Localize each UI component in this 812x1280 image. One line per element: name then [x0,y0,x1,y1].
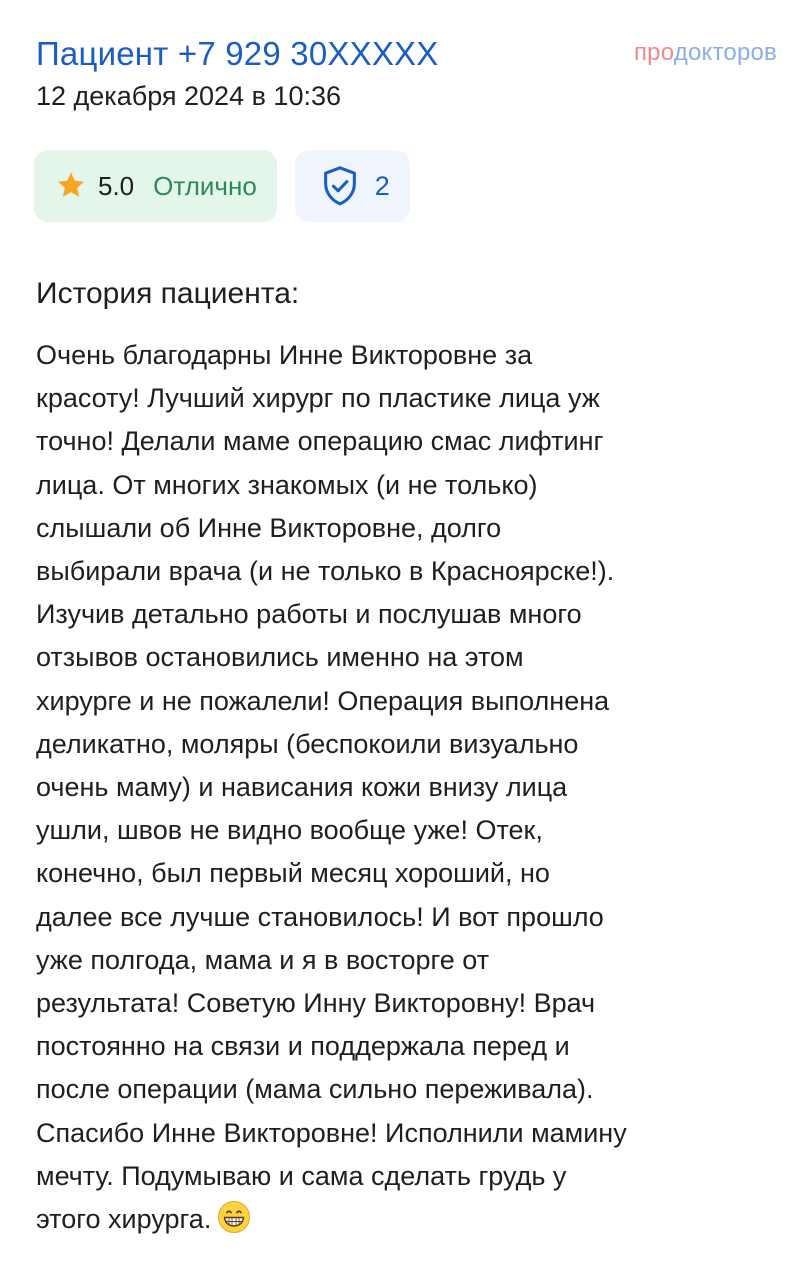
verified-count: 2 [374,170,390,201]
brand-logo [634,38,777,68]
review-date: 12 декабря 2024 в 10:36 [36,81,342,111]
review-text [36,334,781,1241]
verified-badge[interactable] [295,150,410,222]
grinning-face-icon [217,1200,251,1234]
brand-logo-part-doctors: докторов [673,39,777,66]
rating-value: 5.0 [98,170,135,201]
shield-check-icon [317,163,363,209]
rating-badge [34,150,277,222]
rating-label: Отлично [153,170,257,201]
review-body: Очень благодарны Инне Викторовне за красоту! Лучший хирург по пластике лица уж точно! Делали маме операцию смас лифтинг лица. От многих знакомых (и не только) слышали об Инне Викторовне, долго выбирали врача (и не только в Красноярске!). Изучив детально работы и послушав много отзывов остановились именно на этом хирурге и не пожалели! Операция выполнена деликатно, моляры (беспокоили визуально очень маму) и нависания кожи внизу лица ушли, швов не видно вообще уже! Отек, конечно, был первый месяц хороший, но далее все лучше становилось! И вот прошло уже полгода, мама и я в восторге от результата! Советую Инну Викторовну! Врач постоянно на связи и поддержала перед и после операции (мама сильно переживала). Спасибо Инне Викторовне! Исполнили мамину мечту. Подумываю и сама сделать грудь у этого хирурга. [36,340,627,1235]
author-name[interactable]: Пациент +7 929 30XXXXX [36,35,439,72]
star-icon [54,169,88,203]
review-badges [34,150,410,222]
section-title: История пациента: [36,277,300,310]
brand-logo-part-pro: про [633,39,674,66]
